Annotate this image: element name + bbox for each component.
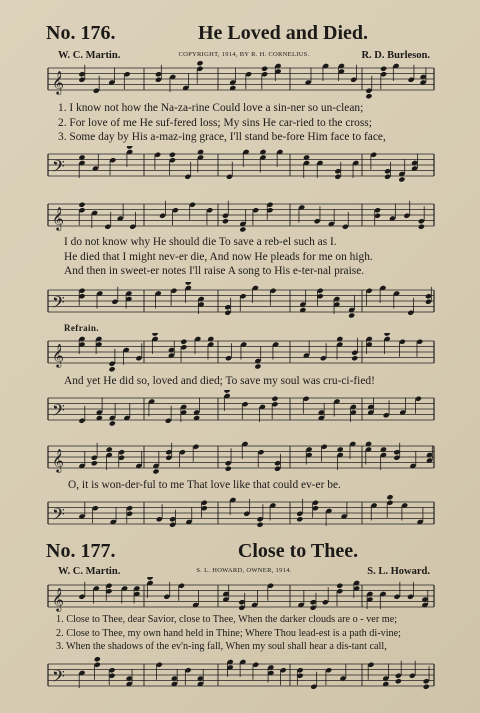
note-head [398,176,405,182]
lyric-line: 1. I know not how the Na-za-rine Could love a sin-ner so un-clean; [58,102,364,114]
treble-staff [46,438,436,478]
note-head [271,396,278,402]
note-head [222,218,229,224]
note-head [91,460,98,466]
lyrics-block [58,235,438,279]
lyric-line: 2. For love of me He suf-fered loss; My sins He car-ried to the cross; [58,116,372,129]
clef-icon: 𝄞 [52,343,64,367]
note-head [384,333,391,337]
note-head [254,363,261,369]
note-head [423,684,430,690]
clef-icon: 𝄞 [52,206,64,230]
words-credit: W. C. Martin. [58,50,121,61]
copyright-notice: S. L. HOWARD, OWNER, 1914. [196,567,292,574]
lyric-line: I do not know why He should die To save a reb-el such as I. [64,236,337,248]
lyric-line: 3. When the shadows of the ev'n-ing fall, When my soul shall hear a dis-tant call, [56,641,387,652]
hymn-number: No. 177. [46,540,116,562]
clef-icon: 𝄢 [52,156,65,180]
treble-staff [46,60,436,100]
lyrics-block [56,613,436,654]
lyrics-block [58,478,438,493]
lyrics-block [58,101,438,145]
lyric-line: 2. Close to Thee, my own hand held in Thine; Where Thou lead-est is a path di-vine; [56,627,401,639]
note-head [261,66,268,72]
note-head [94,656,101,662]
music-credit: S. L. Howard. [367,566,430,577]
note-head [365,93,372,99]
note-head [296,516,303,522]
note-head [180,339,187,345]
lyric-line: And yet He did so, loved and died; To save my soul was cru-ci-fied! [64,375,375,387]
note-head [78,202,85,208]
clef-icon: 𝄢 [52,504,65,528]
note-head [336,583,343,589]
lyrics-block [58,374,438,389]
note-head [225,466,232,472]
note-head [224,390,231,394]
hymn-177-header [46,540,440,562]
note-head [351,355,358,361]
note-head [147,577,154,581]
note-head [386,494,393,500]
note-head [109,420,116,426]
bass-staff [46,146,436,186]
note-head [185,282,192,286]
note-head [257,522,264,528]
note-head [196,60,203,66]
note-head [418,224,425,230]
note-head [152,468,159,474]
bass-staff [46,390,436,430]
hymn-title: Close to Thee. [237,540,359,562]
clef-icon: 𝄞 [52,587,64,611]
hymn-title: He Loved and Died. [197,22,369,44]
lyric-line: O, it is won-der-ful to me That love like that could ev-er be. [68,479,341,491]
clef-icon: 𝄢 [52,666,65,690]
note-head [109,366,116,372]
clef-icon: 𝄞 [52,70,64,94]
lyric-line: He died that I might nev-er die, And now He pleads for me on high. [64,250,373,263]
refrain-label: Refrain. [64,323,99,333]
note-head [348,312,355,318]
treble-staff [46,333,436,373]
bass-staff [46,656,436,696]
treble-staff [46,577,436,617]
note-head [239,226,246,232]
copyright-notice: COPYRIGHT, 1914, BY R. H. CORNELIUS. [178,51,310,58]
note-head [380,66,387,72]
note-head [395,678,402,684]
hymn-number: No. 176. [46,22,116,44]
treble-staff [46,196,436,236]
clef-icon: 𝄞 [52,448,64,472]
bass-staff [46,282,436,322]
note-head [126,146,133,150]
lyric-line: And then in sweet-er notes I'll raise A song to His e-ter-nal praise. [64,265,365,277]
lyric-line: 1. Close to Thee, dear Savior, close to Thee, When the darker clouds are o - ver me; [56,614,398,625]
clef-icon: 𝄢 [52,292,65,316]
note-head [169,152,176,158]
hymn-176-header [46,22,440,44]
words-credit: W. C. Martin. [58,566,121,577]
bass-staff [46,494,436,534]
clef-icon: 𝄢 [52,400,65,424]
lyric-line: 3. Some day by His a-maz-ing grace, I'll stand be-fore Him face to face, [58,131,386,143]
music-credit: R. D. Burleson. [361,50,430,61]
note-head [152,333,159,337]
